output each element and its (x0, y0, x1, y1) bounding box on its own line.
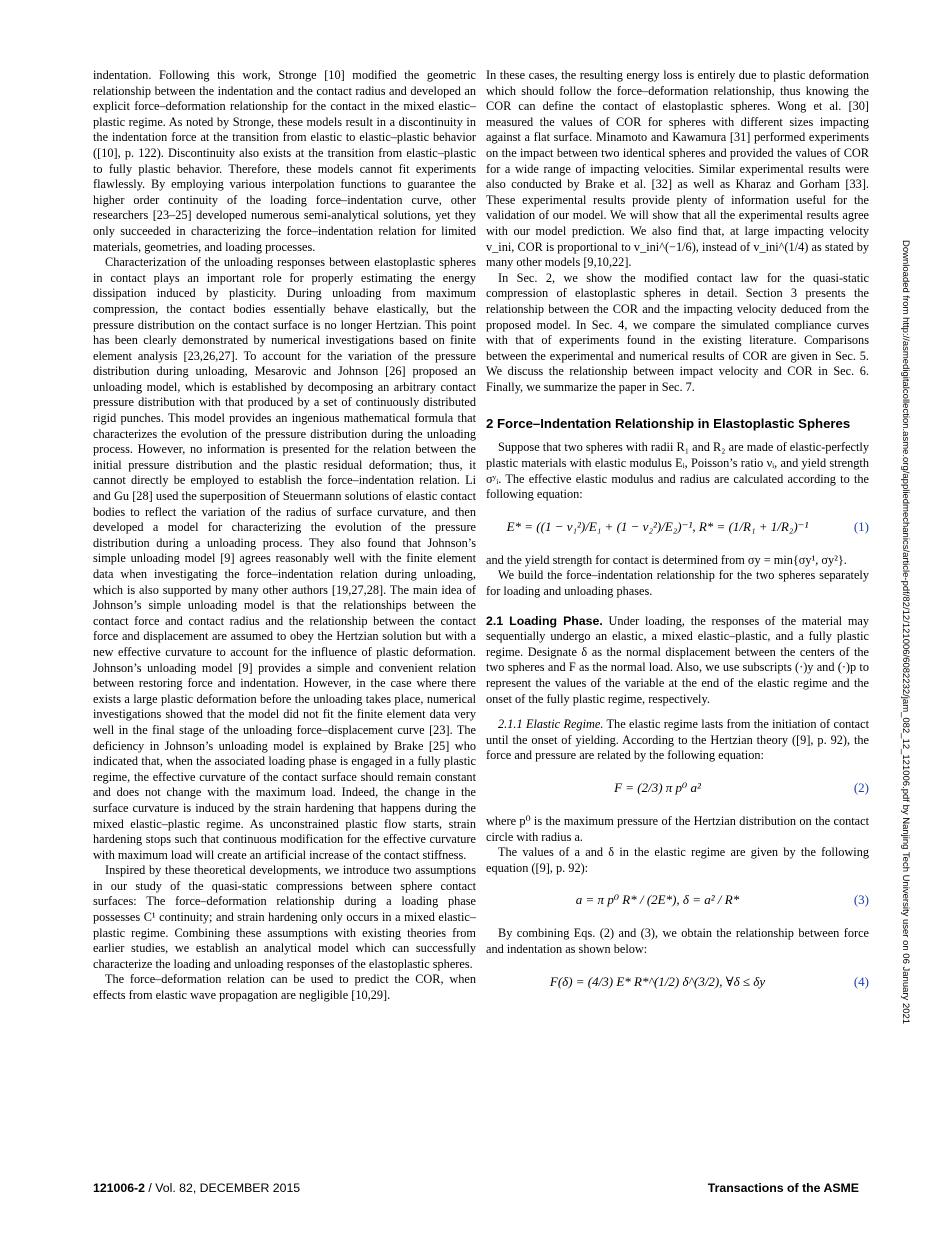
footer-page-code: 121006-2 (93, 1181, 145, 1195)
equation-2-number[interactable]: (2) (853, 779, 869, 795)
equation-2 (486, 772, 869, 806)
equation-1 (486, 511, 869, 545)
equation-1-number[interactable]: (1) (853, 518, 869, 534)
footer-volume: Vol. 82, DECEMBER 2015 (155, 1181, 301, 1195)
footer-journal: Transactions of the ASME (707, 1181, 859, 1195)
subsection-paragraph (486, 614, 869, 708)
section-heading: 2 Force–Indentation Relationship in Elastoplastic Spheres (486, 416, 851, 432)
subsubsection-paragraph (486, 717, 869, 764)
footer-left (93, 1181, 300, 1195)
paragraph-5: In these cases, the resulting energy loss is entirely due to plastic deformation which should follow the force–deformation relationship, thus knowing the COR can define the contact of elastoplastic spheres. Wong et al. [30] measured the values of COR for spheres with different sizes impacting against a flat surface. Minamoto and Kawamura [31] performed experiments on the impact between two identical spheres and provided the values of COR for a wide range of impacting velocities. Similar experimental results were also conducted by Brake et al. [32] as well as Kharaz and Gorham [33]. These experimental results provide plenty of information useful for the validation of our model. We will show that all the experimental results agree with our model prediction. We also find that, at large impacting velocity v_ini, COR is proportional to v_ini^(−1/6), instead of v_ini^(1/4) as stated by many other models [9,10,22]. (486, 68, 869, 270)
paragraph-3: Inspired by these theoretical developments, we introduce two assumptions in our study of the quasi-static compressions between sphere contact surfaces: The force–deformation relationship during a loading phase possesses C¹ continuity; and strain hardening only occurs in a mixed elastic–plastic regime. Combining these assumptions with existing theories from earlier studies, we establish an analytical model which can successfully characterize the loading and unloading responses of the elastoplastic spheres. (93, 863, 476, 971)
equation-3-body: a = π p⁰ R* / (2E*), δ = a² / R* (575, 892, 740, 908)
paragraph-1: indentation. Following this work, Stronge [10] modified the geometric relationship between the indentation and the contact radius and developed an explicit force–deformation relationship for the contact in the mixed elastic–plastic regime. As noted by Stronge, these models result in a discontinuity in the indentation force at the transition from elastic to elastic–plastic behavior ([10], p. 122). Discontinuity also exists at the transition from elastic–plastic to fully plastic behavior. Therefore, these models cannot fit experiments flawlessly. By employing various interpolation functions to guarantee the higher order continuity of the loading force–indentation curve, other researchers [23–25] developed numerous semi-analytical solutions, yet they only succeeded in characterizing the force–indentation relation for limited materials, geometries, and loading processes. (93, 68, 476, 254)
paragraph-6: In Sec. 2, we show the modified contact law for the quasi-static compression of elastoplastic spheres in detail. Section 3 presents the relationship between the COR and the impacting velocity deduced from the proposed model. In Sec. 4, we compare the simulated compliance curves with that of experiments found in the existing literature. Comparisons between the experimental and numerical results of COR are given in Sec. 5. We discuss the relationship between impact velocity and COR in Sec. 6. Finally, we summarize the paper in Sec. 7. (486, 270, 869, 394)
footer-separator: / (148, 1181, 152, 1195)
paragraph-12: where p⁰ is the maximum pressure of the Hertzian distribution on the contact circle with radius a. (486, 813, 869, 844)
equation-3 (486, 884, 869, 918)
paragraph-11: The elastic regime lasts from the initiation of contact until the onset of yielding. According to the Hertzian theory ([9], p. 92), the force and pressure are related by the following equation: (486, 717, 869, 763)
paragraph-10: Under loading, the responses of the material may sequentially undergo an elastic, a mixed elastic–plastic, and a fully plastic regime. Designate δ as the normal displacement between the centers of the two spheres and F as the normal load. Also, we use subscripts (·)y and (·)p to represent the values of the variable at the end of the elastic regime and the onset of the fully plastic regime, respectively. (486, 613, 870, 706)
subsection-heading: 2.1 Loading Phase. (486, 613, 603, 628)
paragraph-9: We build the force–indentation relationship for the two spheres separately for loading and unloading phases. (486, 568, 869, 599)
right-column (486, 68, 869, 1008)
download-watermark: Downloaded from http://asmedigitalcollection.asme.org/appliedmechanics/article-pdf/82/12/121006/6082232/jam_082_12_121006.pdf by Nanjing Tech University user on 06 January 2021 (900, 240, 911, 1025)
paragraph-13: The values of a and δ in the elastic regime are given by the following equation ([9], p. 92): (486, 845, 869, 875)
paragraph-4: The force–deformation relation can be used to predict the COR, when effects from elastic wave propagation are negligible [10,29]. (93, 972, 476, 1003)
equation-2-body: F = (2/3) π p⁰ a² (614, 779, 701, 795)
paragraph-2: Characterization of the unloading responses between elastoplastic spheres in contact plays an important role for properly estimating the energy dissipation induced by plasticity. During unloading from maximum compression, the contact bodies essentially behave elastically, but the pressure distribution on the contact surface is no longer Hertzian. This point has been clearly demonstrated by numerical investigations based on finite element analysis [23,26,27]. To account for the variation of the pressure distribution during unloading, Mesarovic and Johnson [26] proposed an unloading model, which is established by decomposing an arbitrary contact pressure distribution with that produced by a set of continuously distributed rigid punches. This model provides an ingenious mathematical formula that characterizes the evolution of the pressure distribution during the unloading process. However, no information is presented for the relation between the initial pressure distribution and the plastic residual deformation; thus, it cannot directly be employed to establish the force–indentation relation. Li and Gu [28] used the superposition of Steuermann solutions of elastic contact bodies to reflect the variation of the radius of surface curvature, and then developed a model for characterizing the evolution of the pressure distribution during a unloading process. They also found that Johnson’s simple unloading model [9] agrees reasonably well with the finite element data when investigating the force–indentation relation during unloading, which is also supported by many other authors [19,27,28]. The main idea of Johnson’s simple unloading model is that the relationships between the contact force and contact radius and the relationship between the contact force and displacement are assumed to obey the Hertzian solution but with a new effective curvature to account for the influence of plastic deformation. Johnson’s unloading model [9] provides a simple and convenient relation between restoring force and indentation. However, in the case where there exists a large plastic deformation before the unloading takes place, numerical investigations showed that the model did not fit the finite element data very well in the final stage of the unloading force–displacement curve [23]. The deficiency in Johnson’s unloading model is explained by Brake [25] who indicated that, when the associated loading phase is engaged in a fully plastic regime, the effective curvature of the contact surface should remain constant and does not change with the maximum load. Indeed, the change in the surface curvature is induced by the strain hardening that happens during the mixed elastic–plastic regime. As unconstrained plastic flow starts, strain hardening stops such that continuous modification for the effective curvature with maximum load will create an artificial increase of the contact stiffness. (93, 255, 476, 862)
paragraph-7: Suppose that two spheres with radii R₁ and R₂ are made of elastic-perfectly plastic materials with elastic modulus Eᵢ, Poisson’s ratio νᵢ, and yield strength σʸᵢ. The effective elastic modulus and radius are calculated according to the following equation: (486, 440, 869, 502)
subsubsection-heading: 2.1.1 Elastic Regime. (498, 717, 604, 732)
paragraph-8: and the yield strength for contact is determined from σy = min{σy¹, σy²}. (486, 552, 847, 567)
equation-4 (486, 966, 869, 1000)
paragraph-14: By combining Eqs. (2) and (3), we obtain the relationship between force and indentation as shown below: (486, 926, 869, 956)
equation-4-number[interactable]: (4) (853, 973, 869, 989)
left-column (93, 68, 476, 1004)
equation-3-number[interactable]: (3) (853, 892, 869, 908)
equation-4-body: F(δ) = (4/3) E* R*^(1/2) δ^(3/2), ∀δ ≤ δy (549, 973, 766, 989)
equation-1-body: E* = ((1 − ν₁²)/E₁ + (1 − ν₂²)/E₂)⁻¹, R* = (1/R₁ + 1/R₂)⁻¹ (506, 518, 809, 534)
